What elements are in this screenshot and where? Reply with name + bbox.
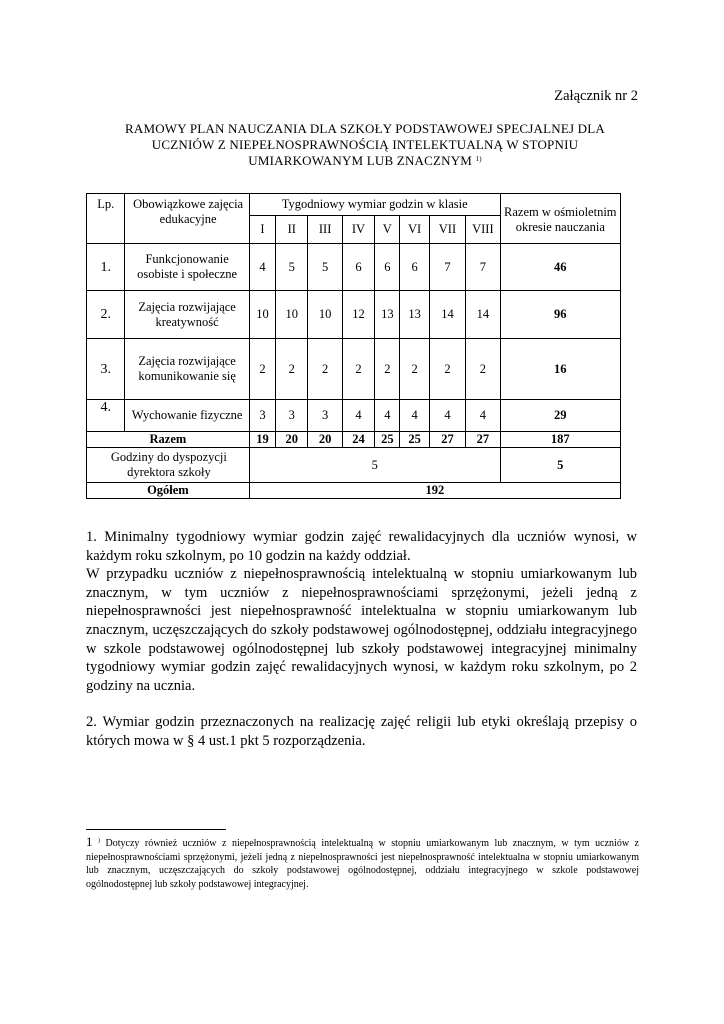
ogolem-label: Ogółem: [87, 483, 250, 499]
row-hours: 6: [400, 244, 429, 291]
row-hours: 6: [342, 244, 374, 291]
note-2: 2. Wymiar godzin przeznaczonych na realizację zajęć religii lub etyki określają przepisy o których mowa w § 4 ust.1 pkt 5 rozporządzenia.: [86, 714, 637, 749]
row-subject: Funkcjonowanie osobiste i społeczne: [125, 244, 249, 291]
razem-total: 187: [500, 432, 620, 448]
row-lp: 4.: [87, 400, 125, 432]
razem-hours: 25: [400, 432, 429, 448]
row-hours: 12: [342, 291, 374, 339]
row-hours: 5: [276, 244, 308, 291]
title-line-3: [90, 153, 640, 169]
table-row: [87, 400, 621, 432]
class-i: I: [249, 216, 275, 244]
title-line-2: UCZNIÓW Z NIEPEŁNOSPRAWNOŚCIĄ INTELEKTUALNĄ W STOPNIU: [151, 137, 579, 152]
table-header-row: [87, 194, 621, 216]
document-title: [90, 121, 640, 169]
row-hours: 4: [375, 400, 400, 432]
razem-hours: 27: [429, 432, 465, 448]
row-hours: 6: [375, 244, 400, 291]
row-total: 96: [500, 291, 620, 339]
table-row: [87, 291, 621, 339]
class-iv: IV: [342, 216, 374, 244]
razem-row: [87, 432, 621, 448]
footnote: [86, 835, 639, 891]
row-hours: 14: [466, 291, 500, 339]
row-hours: 10: [249, 291, 275, 339]
row-hours: 3: [308, 400, 342, 432]
class-viii: VIII: [466, 216, 500, 244]
row-lp: 1.: [87, 244, 125, 291]
row-hours: 10: [308, 291, 342, 339]
razem-hours: 20: [308, 432, 342, 448]
row-total: 46: [500, 244, 620, 291]
header-total: Razem w ośmioletnim okresie nauczania: [500, 194, 620, 244]
table-row: [87, 339, 621, 400]
row-hours: 2: [249, 339, 275, 400]
razem-hours: 24: [342, 432, 374, 448]
row-subject: Wychowanie fizyczne: [125, 400, 249, 432]
class-v: V: [375, 216, 400, 244]
row-hours: 2: [400, 339, 429, 400]
footnote-sup: ): [98, 838, 101, 844]
row-hours: 3: [276, 400, 308, 432]
row-hours: 2: [429, 339, 465, 400]
row-hours: 4: [429, 400, 465, 432]
title-line-1: RAMOWY PLAN NAUCZANIA DLA SZKOŁY PODSTAWOWEJ SPECJALNEJ DLA: [124, 121, 605, 136]
footnote-text: Dotyczy również uczniów z niepełnosprawnością intelektualną w stopniu umiarkowanym lub znacznym, w tym uczniów z niepełnosprawnościami sprzężonymi, jeżeli jedną z niepełnosprawności jest niepełnosprawność intelektualna w stopniu umiarkowanym lub znacznym, uczęszczających do szkoły podstawowej ogólnodostępnej, oddziału integracyjnego w szkole podstawowej ogólnodostępnej lub szkoły podstawowej integracyjnej.: [86, 838, 639, 890]
row-hours: 2: [466, 339, 500, 400]
director-total: 5: [500, 448, 620, 483]
razem-hours: 27: [466, 432, 500, 448]
table-row: [87, 244, 621, 291]
notes: [86, 528, 637, 751]
director-label: Godziny do dyspozycji dyrektora szkoły: [87, 448, 250, 483]
row-hours: 4: [342, 400, 374, 432]
row-hours: 10: [276, 291, 308, 339]
razem-hours: 25: [375, 432, 400, 448]
director-value: 5: [249, 448, 500, 483]
row-hours: 7: [429, 244, 465, 291]
teaching-plan-table: [86, 193, 621, 499]
title-line-3-text: UMIARKOWANYM LUB ZNACZNYM: [248, 153, 473, 168]
class-ii: II: [276, 216, 308, 244]
razem-hours: 19: [249, 432, 275, 448]
row-lp: 3.: [87, 339, 125, 400]
class-vii: VII: [429, 216, 465, 244]
row-hours: 2: [276, 339, 308, 400]
row-hours: 4: [466, 400, 500, 432]
header-subject: Obowiązkowe zajęcia edukacyjne: [125, 194, 249, 244]
class-iii: III: [308, 216, 342, 244]
row-total: 16: [500, 339, 620, 400]
title-footnote-ref: 1): [475, 155, 482, 163]
row-hours: 2: [308, 339, 342, 400]
note-1: 1. Minimalny tygodniowy wymiar godzin zajęć rewalidacyjnych dla uczniów wynosi, w każdym roku szkolnym, po 10 godzin na każdy oddział.: [86, 529, 637, 564]
row-hours: 13: [400, 291, 429, 339]
row-hours: 14: [429, 291, 465, 339]
footnote-number: 1: [86, 834, 93, 849]
razem-hours: 20: [276, 432, 308, 448]
ogolem-row: [87, 483, 621, 499]
note-1-detail: W przypadku uczniów z niepełnosprawnością intelektualną w stopniu umiarkowanym lub znacznym, w tym uczniów z niepełnosprawnościami sprzężonymi, jeżeli jedną z niepełnosprawności jest niepełnosprawność intelektualna w stopniu umiarkowanym lub znacznym, uczęszczających do szkoły podstawowej ogólnodostępnej, oddziału integracyjnego w szkole podstawowej ogólnodostępnej lub szkoły podstawowej integracyjnej minimalny tygodniowy wymiar godzin zajęć rewalidacyjnych wynosi, w każdym roku szkolnym, po 2 godziny na ucznia.: [86, 566, 637, 694]
row-hours: 2: [342, 339, 374, 400]
row-hours: 4: [249, 244, 275, 291]
row-hours: 13: [375, 291, 400, 339]
row-total: 29: [500, 400, 620, 432]
row-lp: 2.: [87, 291, 125, 339]
director-row: [87, 448, 621, 483]
ogolem-value: 192: [249, 483, 620, 499]
row-subject: Zajęcia rozwijające komunikowanie się: [125, 339, 249, 400]
attachment-label: Załącznik nr 2: [554, 88, 638, 104]
footnote-separator: [86, 829, 226, 830]
class-vi: VI: [400, 216, 429, 244]
razem-label: Razem: [87, 432, 250, 448]
row-hours: 7: [466, 244, 500, 291]
row-hours: 3: [249, 400, 275, 432]
row-hours: 5: [308, 244, 342, 291]
row-hours: 2: [375, 339, 400, 400]
row-hours: 4: [400, 400, 429, 432]
row-subject: Zajęcia rozwijające kreatywność: [125, 291, 249, 339]
header-weekly-hours: Tygodniowy wymiar godzin w klasie: [249, 194, 500, 216]
header-lp: Lp.: [87, 194, 125, 244]
